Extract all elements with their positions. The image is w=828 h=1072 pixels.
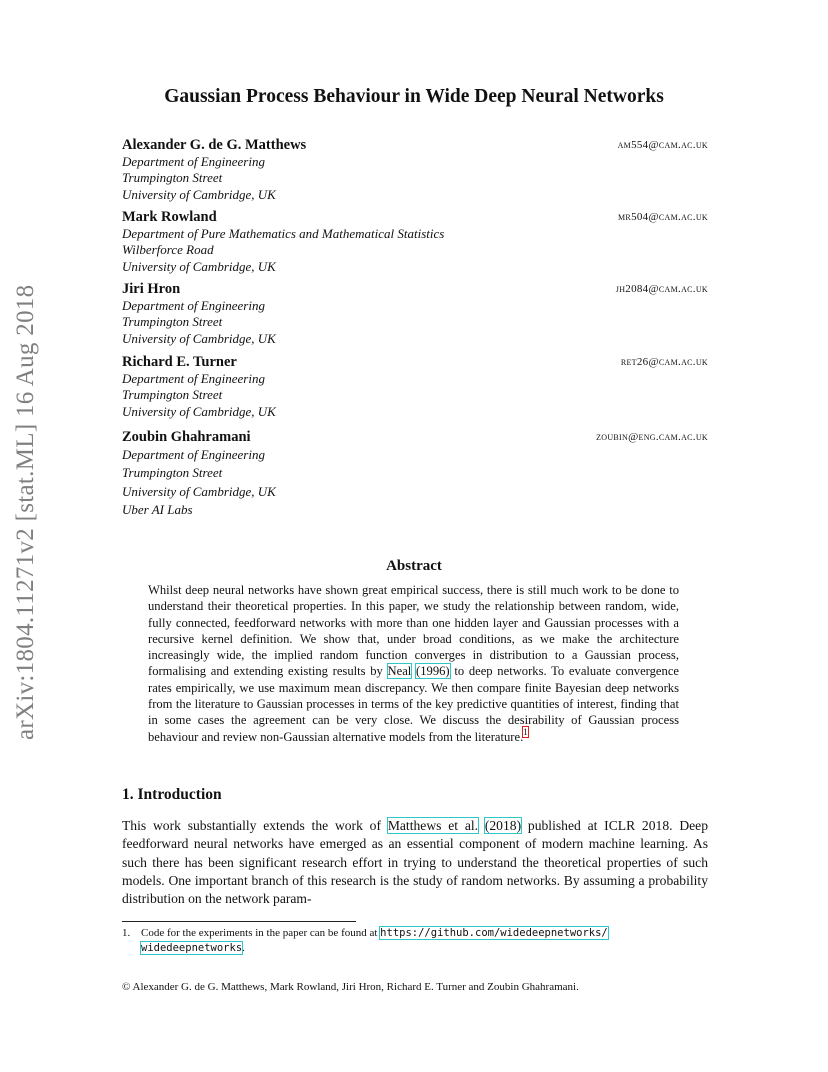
author-name: Zoubin Ghahramani: [122, 429, 251, 445]
author-email[interactable]: zoubin@eng.cam.ac.uk: [596, 431, 708, 443]
footnote-end: .: [242, 942, 245, 954]
affiliation-line: Department of Engineering: [122, 371, 265, 386]
affiliation-line: Trumpington Street: [122, 465, 223, 481]
citation-link[interactable]: Neal: [387, 664, 412, 679]
affiliation-line: Department of Engineering: [122, 154, 265, 169]
author-email[interactable]: jh2084@cam.ac.uk: [615, 283, 708, 295]
affiliation-line: University of Cambridge, UK: [122, 258, 276, 274]
author-block: [122, 137, 708, 203]
intro-text: published at ICLR 2018. Deep feedforward neural networks have emerged as an essential component of modern machine learning. As such there has been significant research effort in trying to understand the theoretical properties of such models. One important branch of this research is the study of random networks. By assuming a probability distribution on the network param-: [122, 818, 708, 907]
affiliation-line: University of Cambridge, UK: [122, 483, 276, 499]
abstract-body: [148, 582, 679, 745]
affiliation-line: University of Cambridge, UK: [122, 403, 276, 419]
paper-title: Gaussian Process Behaviour in Wide Deep Neural Networks: [164, 86, 664, 107]
footnote-body: [141, 926, 708, 956]
affiliation-line: Department of Engineering: [122, 447, 265, 462]
footnote-number: 1.: [122, 927, 131, 939]
affiliation-line: Trumpington Street: [122, 314, 223, 330]
footnote-text: Code for the experiments in the paper can be found at: [141, 927, 381, 939]
citation-year-link[interactable]: (2018): [484, 818, 522, 833]
author-name: Alexander G. de G. Matthews: [122, 137, 307, 153]
intro-body: [122, 817, 708, 908]
footnote-ref-link[interactable]: 1: [523, 727, 528, 738]
affiliation-line: University of Cambridge, UK: [122, 186, 276, 202]
affiliation-line: Trumpington Street: [122, 387, 223, 403]
affiliation-line: Wilberforce Road: [122, 242, 214, 258]
code-url-link-continued[interactable]: widedeepnetworks: [141, 942, 243, 954]
intro-text: This work substantially extends the work of: [122, 818, 388, 833]
abstract-text: to deep networks. To evaluate convergence rates empirically, we use maximum mean discrepancy. We then compare finite Bayesian deep networks from the literature to Gaussian processes in terms of the key predictive quantities of interest, finding that in some cases the agreement can be very close. We discuss the desirability of Gaussian process behaviour and review non-Gaussian alternative models from the literature.: [148, 664, 679, 744]
affiliation-line: Uber AI Labs: [122, 501, 193, 517]
citation-year-link[interactable]: (1996): [416, 664, 450, 679]
affiliation-line: University of Cambridge, UK: [122, 330, 276, 346]
author-email[interactable]: mr504@cam.ac.uk: [618, 211, 708, 223]
author-name: Mark Rowland: [122, 209, 217, 225]
abstract-heading: Abstract: [386, 558, 442, 574]
author-block: [122, 354, 708, 420]
author-email[interactable]: ret26@cam.ac.uk: [620, 356, 708, 368]
section-heading: 1. Introduction: [122, 786, 222, 803]
affiliation-line: Department of Engineering: [122, 298, 265, 313]
footnote-divider: [122, 921, 356, 922]
code-url-link[interactable]: https://github.com/widedeepnetworks/: [380, 927, 608, 939]
abstract-text: Whilst deep neural networks have shown great empirical success, there is still much work to be done to understand their theoretical properties. In this paper, we study the relationship between random, wide, fully connected, feedforward networks with more than one hidden layer and Gaussian processes with a recursive kernel definition. We show that, under broad conditions, as we make the architecture increasingly wide, the implied random function converges in distribution to a Gaussian process, formalising and extending existing results by: [148, 583, 679, 679]
author-block: [122, 429, 708, 519]
affiliation-line: Department of Pure Mathematics and Mathematical Statistics: [122, 226, 445, 241]
author-block: [122, 209, 708, 275]
arxiv-side-stamp: arXiv:1804.11271v2 [stat.ML] 16 Aug 2018: [12, 284, 39, 740]
author-block: [122, 281, 708, 347]
copyright-line: © Alexander G. de G. Matthews, Mark Rowland, Jiri Hron, Richard E. Turner and Zoubin Ghahramani.: [122, 981, 579, 993]
author-email[interactable]: am554@cam.ac.uk: [617, 139, 708, 151]
citation-link[interactable]: Matthews et al.: [387, 818, 479, 833]
author-name: Jiri Hron: [122, 281, 181, 297]
author-name: Richard E. Turner: [122, 354, 237, 370]
affiliation-line: Trumpington Street: [122, 170, 223, 186]
